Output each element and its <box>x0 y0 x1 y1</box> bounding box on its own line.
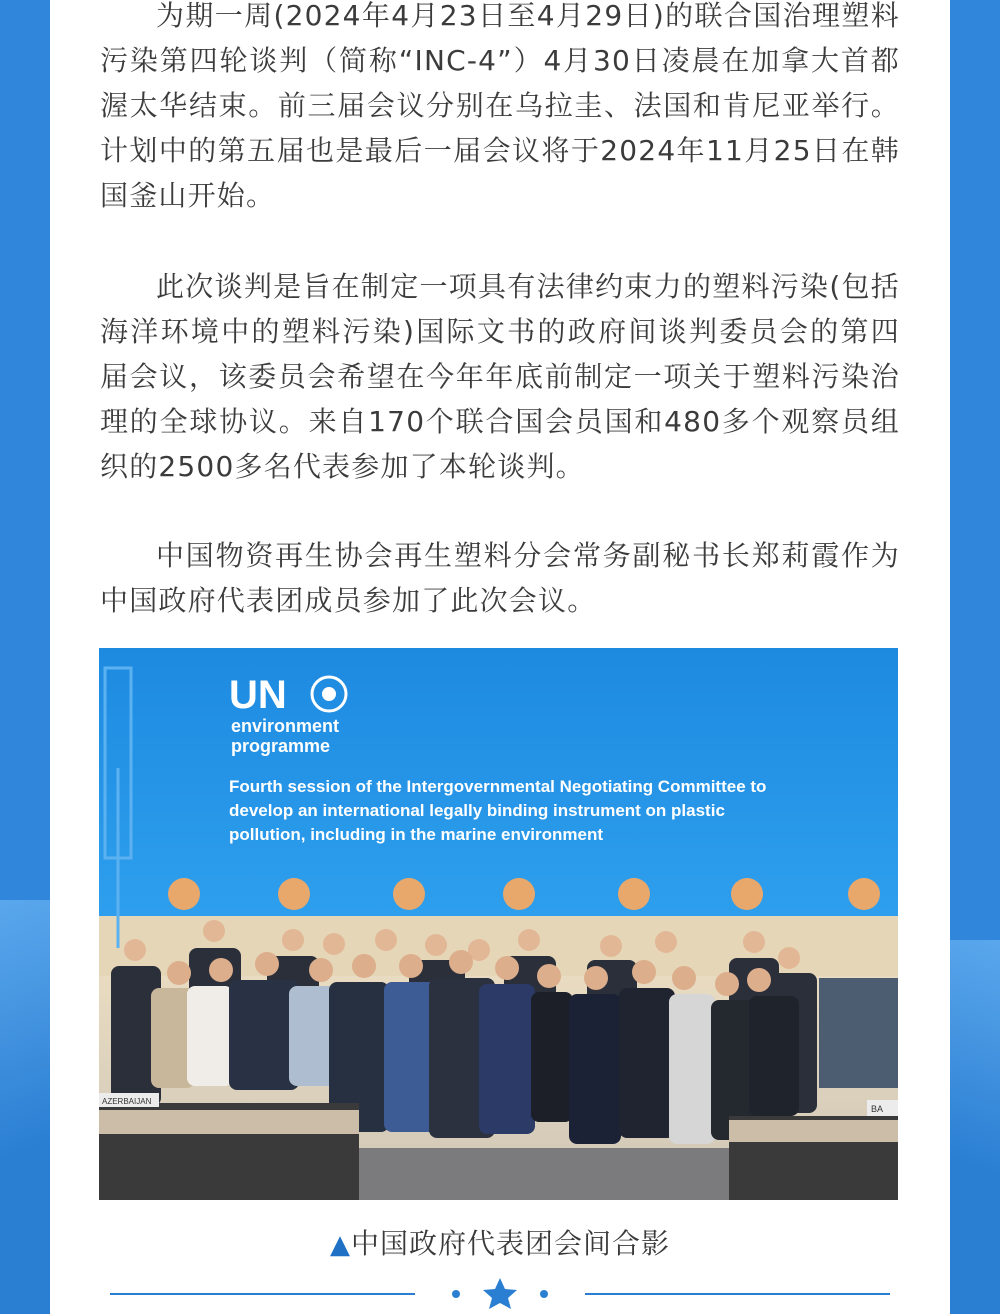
banner-line-1: Fourth session of the Intergovernmental Negotiating Committee to <box>229 777 767 796</box>
decorative-divider <box>110 1276 890 1310</box>
paragraph-1: 为期一周(2024年4月23日至4月29日)的联合国治理塑料污染第四轮谈判（简称“INC-4”）4月30日凌晨在加拿大首都渥太华结束。前三届会议分别在乌拉圭、法国和肯尼亚举行。计划中的第五届也是最后一届会议将于2024年11月25日在韩国釜山开始。 <box>100 0 900 212</box>
caption-text: 中国政府代表团会间合影 <box>350 1227 670 1260</box>
logo-line-1: environment <box>231 716 340 736</box>
placard-right: BA <box>871 1104 884 1114</box>
banner-line-2: develop an international legally binding instrument on plastic <box>229 801 725 820</box>
banner-line-3: pollution, including in the marine environment <box>229 825 604 844</box>
paragraph-2: 此次谈判是旨在制定一项具有法律约束力的塑料污染(包括海洋环境中的塑料污染)国际文书的政府间谈判委员会的第四届会议，该委员会希望在今年年底前制定一项关于塑料污染治理的全球协议。来自170个联合国会员国和480多个观察员组织的2500多名代表参加了本轮谈判。 <box>100 270 900 483</box>
photo-caption <box>50 1222 950 1262</box>
delegation-photo <box>99 648 898 1200</box>
article-card <box>50 0 950 1314</box>
right-frame <box>950 0 1000 1314</box>
paragraph-3: 中国物资再生协会再生塑料分会常务副秘书长郑莉霞作为中国政府代表团成员参加了此次会议。 <box>100 539 900 617</box>
logo-line-2: programme <box>231 736 331 756</box>
logo-un-text: UN <box>229 673 287 717</box>
placard-left: AZERBAIJAN <box>102 1097 152 1106</box>
star-icon <box>483 1278 517 1309</box>
left-frame <box>0 0 50 1314</box>
triangle-icon: ▲ <box>329 1230 351 1260</box>
